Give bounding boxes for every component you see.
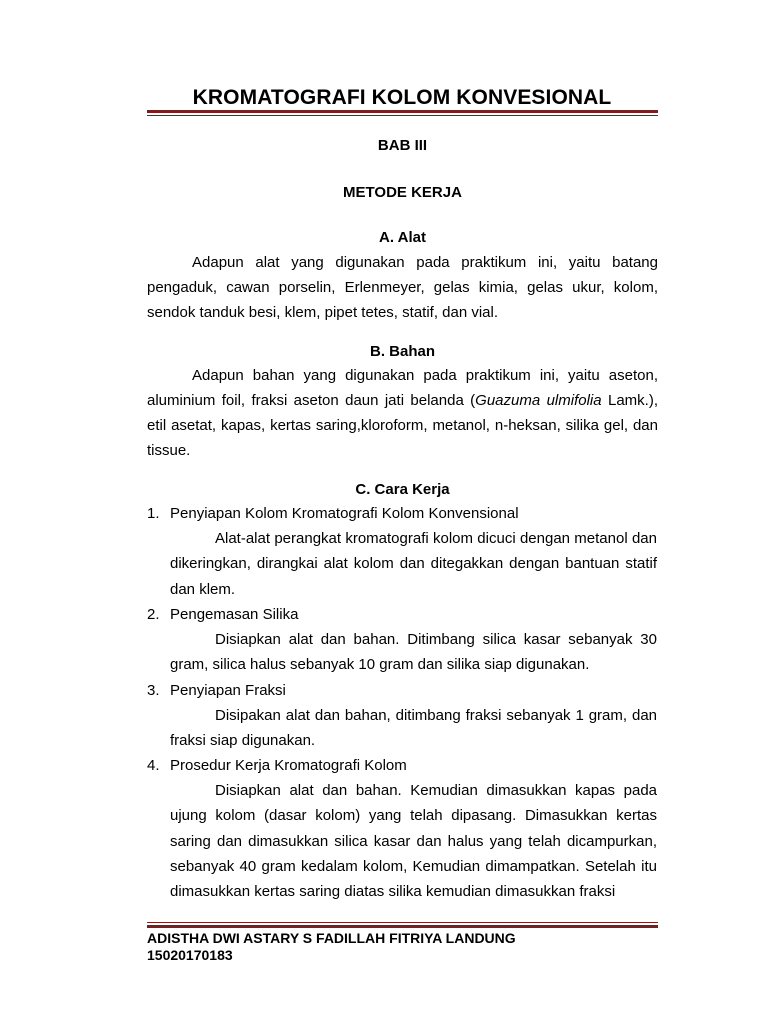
step-number: 1. — [147, 505, 160, 522]
chapter-heading: BAB III — [377, 137, 428, 154]
footer-rule-thin — [147, 922, 658, 923]
alat-paragraph: Adapun alat yang digunakan pada praktikum ini, yaitu batang pengaduk, cawan porselin, Erlenmeyer, gelas kimia, gelas ukur, kolom, sendok tanduk besi, klem, pipet tetes, statif, dan vial. — [147, 254, 658, 321]
step-title: Penyiapan Fraksi — [170, 682, 286, 699]
alat-heading: A. Alat — [379, 229, 426, 246]
step-text: Alat-alat perangkat kromatografi kolom dicuci dengan metanol dan dikeringkan, dirangkai alat kolom dan ditegakkan dengan bantuan statif dan klem. — [170, 530, 657, 598]
footer-student-id: 15020170183 — [147, 947, 233, 963]
step-number: 4. — [147, 757, 160, 774]
step-text: Disiapkan alat dan bahan. Kemudian dimasukkan kapas pada ujung kolom (dasar kolom) yang telah dipasang. Dimasukkan kertas saring dan dimasukkan silica kasar dan halus yang telah dicampurkan, sebanyak 40 gram kedalam kolom, Kemudian dimampatkan. Setelah itu dimasukkan kertas saring diatas silika kemudian dimasukkan fraksi — [170, 782, 657, 901]
footer-author: ADISTHA DWI ASTARY S FADILLAH FITRIYA LANDUNG — [147, 930, 516, 946]
header-rule-thin — [147, 115, 658, 116]
step-title: Pengemasan Silika — [170, 606, 299, 623]
bahan-paragraph — [147, 363, 658, 463]
step-text: Disipakan alat dan bahan, ditimbang fraksi sebanyak 1 gram, dan fraksi siap digunakan. — [170, 707, 657, 750]
species-name: Guazuma ulmifolia — [475, 392, 602, 409]
page-title: KROMATOGRAFI KOLOM KONVESIONAL — [192, 86, 612, 109]
footer-rule-thick — [147, 925, 658, 928]
step-title: Prosedur Kerja Kromatografi Kolom — [170, 757, 407, 774]
section-heading: METODE KERJA — [343, 184, 462, 201]
step-number: 3. — [147, 682, 160, 699]
footer-author-block — [147, 930, 516, 964]
step-text: Disiapkan alat dan bahan. Ditimbang silica kasar sebanyak 30 gram, silica halus sebanyak 10 gram dan silika siap digunakan. — [170, 631, 657, 674]
bahan-text-after: Lamk.), etil asetat, kapas, kertas saring,kloroform, metanol, n-heksan, silika gel, dan tissue. — [147, 392, 659, 459]
cara-kerja-heading: C. Cara Kerja — [355, 481, 450, 498]
step-title: Penyiapan Kolom Kromatografi Kolom Konvensional — [170, 505, 519, 522]
step-number: 2. — [147, 606, 160, 623]
bahan-text-before: Adapun bahan yang digunakan pada praktikum ini, yaitu aseton, aluminium foil, fraksi aseton daun jati belanda ( — [147, 367, 658, 409]
header-rule-thick — [147, 110, 658, 113]
bahan-heading: B. Bahan — [369, 343, 435, 360]
